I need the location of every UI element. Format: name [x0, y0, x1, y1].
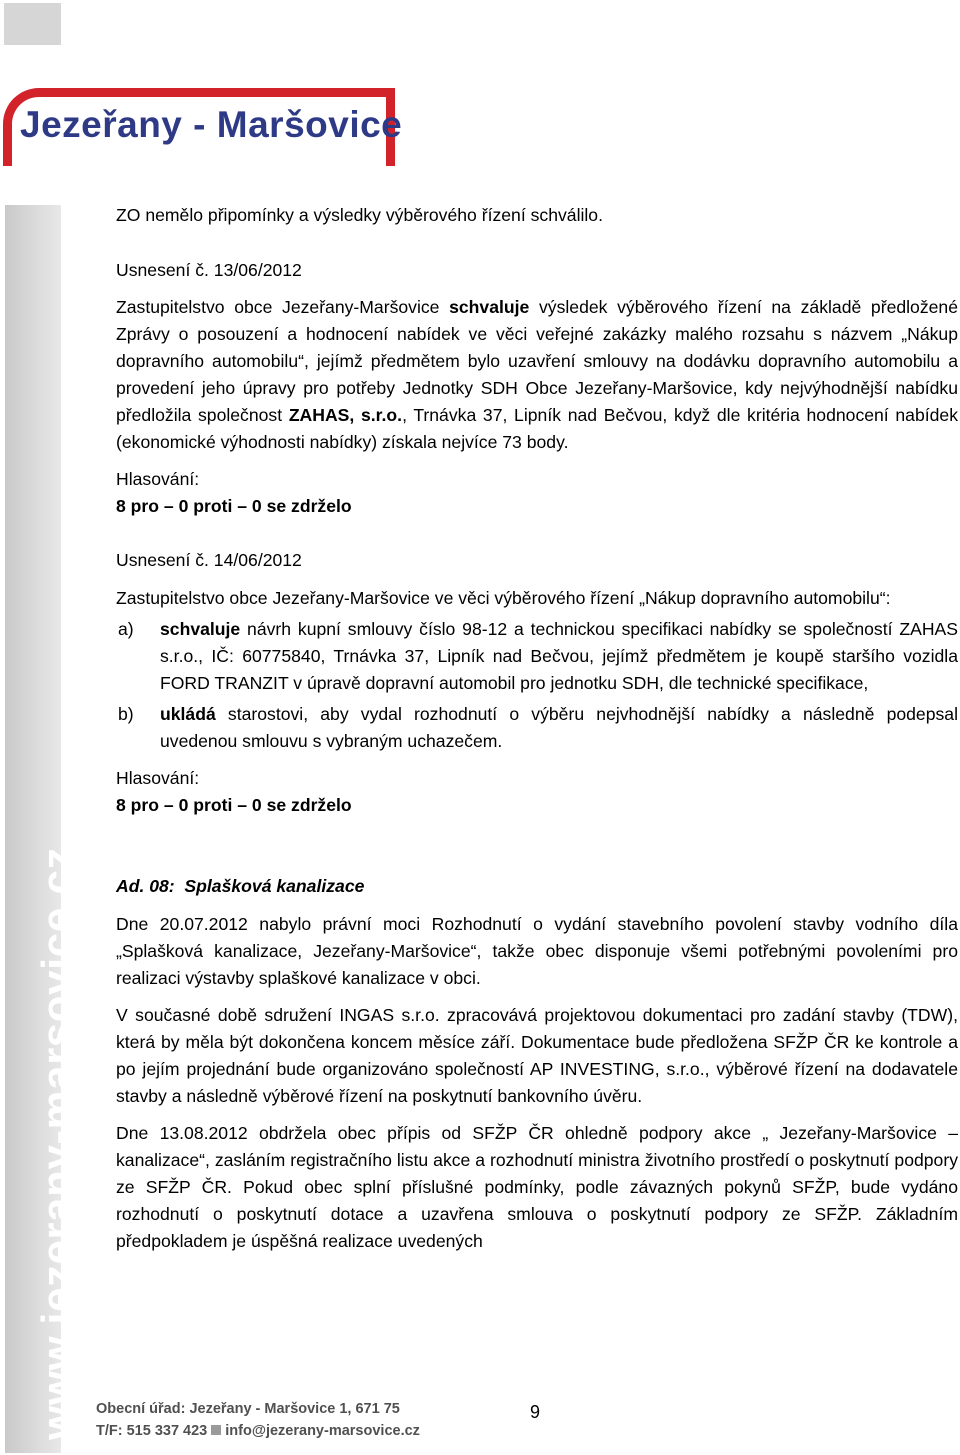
bold-span: schvaluje [160, 619, 241, 639]
text-span: výsledek výběrového řízení na základě předložené Zprávy o posouzení a hodnocení nabídek ve věci veřejné zakázky malého rozsahu s názvem „Nákup dopravního automobilu“, jejímž předmětem bylo uzavření smlouvy na dodávku dopravního automobilu a provedení jeho úpravy pro potřeby Jednotky SDH Obce Jezeřany-Maršovice, kdy nejvýhodnější nabídku předložila společnost [116, 297, 958, 425]
footer [96, 1398, 420, 1442]
paragraph: Dne 20.07.2012 nabylo právní moci Rozhodnutí o vydání stavebního povolení stavby vodního díla „Splašková kanalizace, Jezeřany-Maršovice“, takže obec disponuje všemi potřebnými povoleními pro realizaci výstavby splaškové kanalizace v obci. [116, 914, 958, 988]
logo: Jezeřany - Maršovice [20, 104, 403, 145]
paragraph: Dne 13.08.2012 obdržela obec přípis od SFŽP ČR ohledně podpory akce „ Jezeřany-Maršovice – kanalizace“, zasláním registračního listu akce a rozhodnutí ministra životního prostředí o poskytnutí podpory ze SFŽP ČR. Pokud obec splní příslušné podmínky, podle závazných pokynů SFŽP, bude vydáno rozhodnutí o poskytnutí dotace a uzavřena smlouva o poskytnutí podpory ze SFŽP. Základním předpokladem je úspěšná realizace uvedených [116, 1123, 958, 1251]
bold-span: ZAHAS, s.r.o. [288, 405, 403, 425]
resolution-intro: Zastupitelstvo obce Jezeřany-Maršovice ve věci výběrového řízení „Nákup dopravního automobilu“: [116, 588, 891, 608]
list-item [116, 616, 958, 697]
paragraph: ZO nemělo připomínky a výsledky výběrového řízení schválilo. [116, 205, 603, 225]
list-label: b) [118, 704, 134, 724]
footer-address: Obecní úřad: Jezeřany - Maršovice 1, 671 75 [96, 1401, 400, 1417]
resolution-title: Usnesení č. 14/06/2012 [116, 550, 302, 570]
vote-result: 8 pro – 0 proti – 0 se zdrželo [116, 795, 352, 815]
footer-phone: T/F: 515 337 423 [96, 1423, 208, 1439]
section-title: Ad. 08: Splašková kanalizace [116, 876, 365, 896]
footer-email[interactable]: info@jezerany-marsovice.cz [225, 1423, 420, 1439]
resolution-title: Usnesení č. 13/06/2012 [116, 260, 302, 280]
corner-decoration [4, 3, 61, 45]
list-label: a) [118, 619, 134, 639]
page-number: 9 [530, 1402, 541, 1422]
text-span: starostovi, aby vydal rozhodnutí o výběru nejvhodnější nabídky a následně podepsal uvedenou smlouvu s vybraným uchazečem. [160, 704, 958, 751]
vote-label: Hlasování: [116, 469, 200, 489]
vote-result: 8 pro – 0 proti – 0 se zdrželo [116, 496, 352, 516]
paragraph: V současné době sdružení INGAS s.r.o. zpracovává projektovou dokumentaci pro zadání stavby (TDW), která by měla být dokončena koncem měsíce září. Dokumentace bude předložena SFŽP ČR ke kontrole a po jejím projednání bude organizováno společností AP INVESTING, s.r.o., výběrové řízení na dodavatele stavby a následně výběrové řízení na poskytnutí bankovního úvěru. [116, 1005, 958, 1106]
square-bullet-icon [211, 1425, 221, 1435]
text-span: návrh kupní smlouvy číslo 98-12 a technickou specifikaci nabídky se společností ZAHAS s.r.o., IČ: 60775840, Trnávka 37, Lipník nad Bečvou, jejímž předmětem je koupě staršího vozidla FORD TRANZIT v úpravě dopravní automobil pro jednotku SDH, dle technické specifikace, [160, 619, 958, 693]
vote-label: Hlasování: [116, 768, 200, 788]
bold-span: ukládá [160, 704, 216, 724]
footer-contact [96, 1420, 420, 1442]
list-item [116, 701, 958, 755]
text-span: Zastupitelstvo obce Jezeřany-Maršovice [116, 297, 450, 317]
resolution-text [116, 294, 958, 456]
bold-span: schvaluje [449, 297, 530, 317]
document-body [116, 198, 958, 1255]
side-url-watermark: www.jezerany-marsovice.cz [33, 847, 82, 1440]
text-span: , Trnávka 37, Lipník nad Bečvou, když dle kritéria hodnocení nabídek (ekonomické výhodnosti nabídky) získala nejvíce 73 body. [116, 405, 958, 452]
